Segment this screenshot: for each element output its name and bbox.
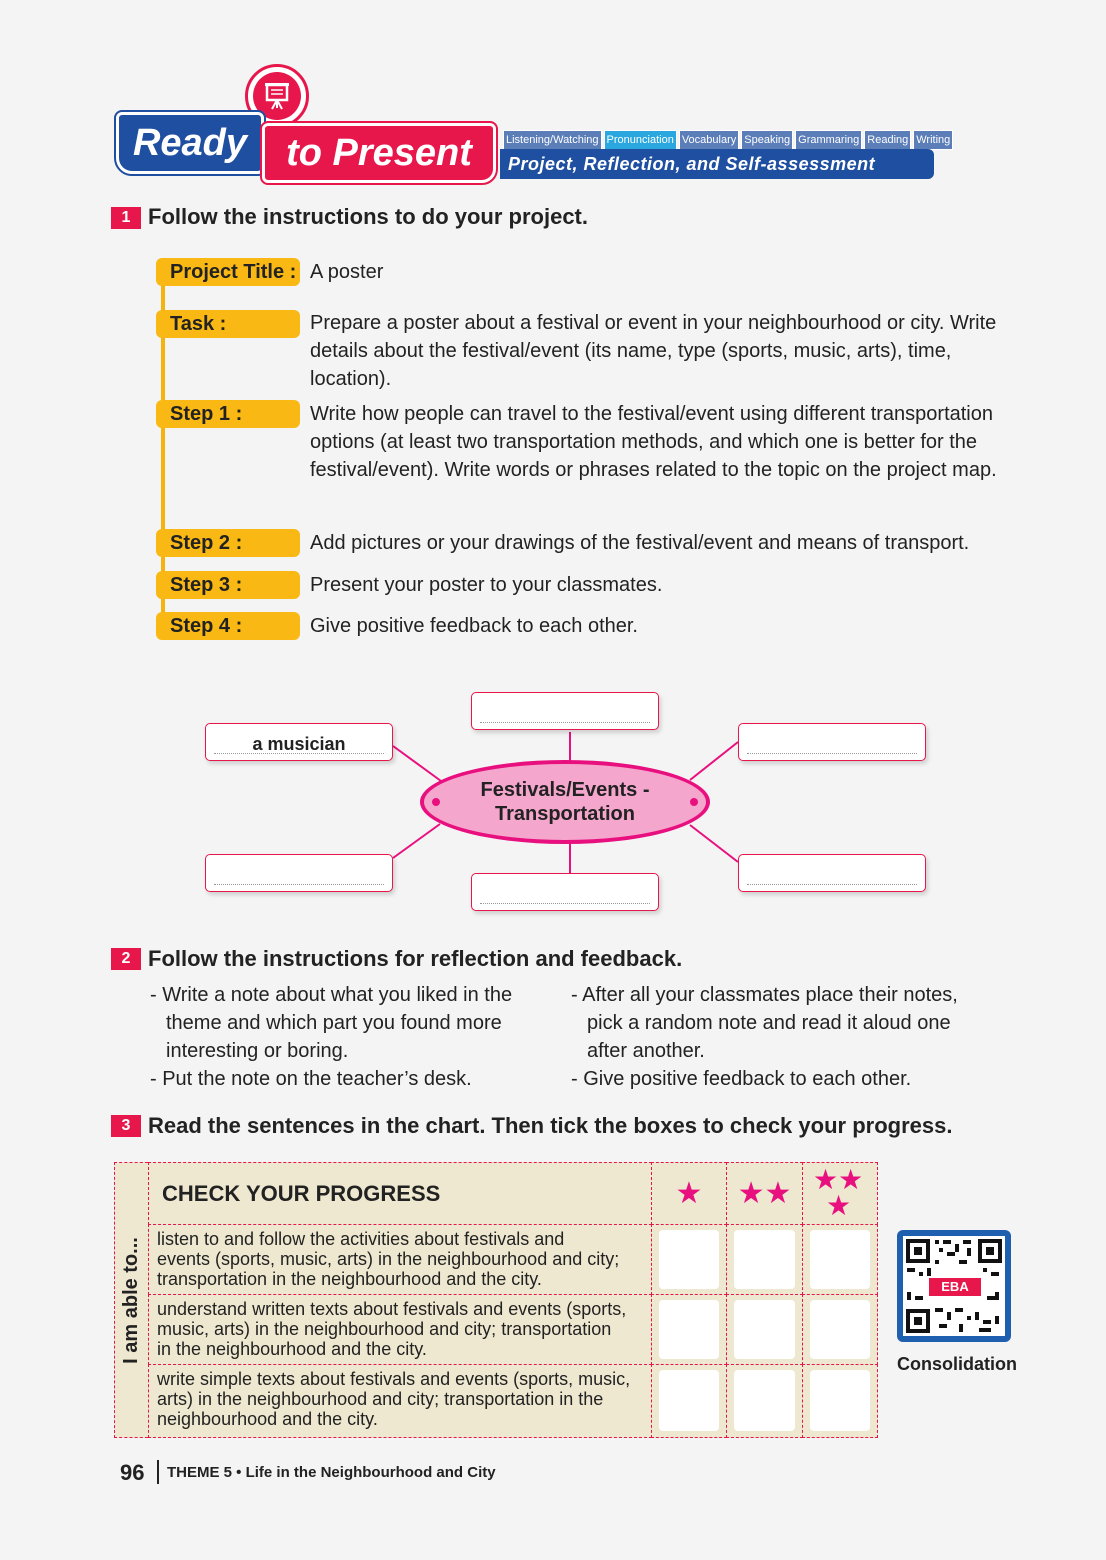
side-label-text: I am able to... — [119, 1236, 142, 1364]
page-number: 96 — [120, 1460, 145, 1485]
progress-row — [148, 1224, 652, 1295]
mindmap-box-example — [205, 723, 393, 761]
tick-cell — [726, 1294, 803, 1365]
mindmap-box-top-right[interactable] — [738, 723, 926, 761]
step-4-label: Step 4 : — [156, 612, 300, 640]
tick-box[interactable] — [734, 1370, 795, 1431]
mindmap-dot-left — [432, 798, 440, 806]
row-line: events (sports, music, arts) in the neighbourhood and city; — [157, 1249, 620, 1269]
row-line: music, arts) in the neighbourhood and city; transportation — [157, 1319, 612, 1339]
section-number: 3 — [111, 1115, 141, 1137]
step-2-text: Add pictures or your drawings of the festival/event and means of transport. — [310, 532, 970, 554]
skill-tab: Listening/Watching — [503, 130, 602, 150]
footer-theme: THEME 5 • Life in the Neighbourhood and City — [167, 1464, 496, 1481]
tick-cell — [726, 1364, 803, 1438]
qr-badge: EBA — [941, 1279, 969, 1294]
section-number: 1 — [111, 207, 141, 229]
row-line: neighbourhood and the city. — [157, 1409, 378, 1429]
tick-box[interactable] — [659, 1370, 719, 1431]
tick-box[interactable] — [734, 1230, 795, 1289]
progress-heading: CHECK YOUR PROGRESS — [162, 1181, 441, 1206]
row-line: write simple texts about festivals and events (sports, music, — [157, 1369, 631, 1389]
mindmap-center — [420, 760, 710, 844]
row-line: in the neighbourhood and the city. — [157, 1339, 427, 1359]
section-title: Follow the instructions to do your project. — [148, 204, 588, 229]
progress-row — [148, 1364, 652, 1438]
progress-side-label — [114, 1162, 148, 1438]
task-text: Prepare a poster about a festival or event in your neighbourhood or city. Write details about the festival/event (its name, type (sports, music, arts), time, location). — [310, 312, 997, 390]
mindmap-box-top[interactable] — [471, 692, 659, 730]
two-star-header — [726, 1162, 803, 1225]
tick-cell — [802, 1294, 878, 1365]
skill-tab-active: Pronunciation — [604, 130, 677, 150]
star-icon: ★★ — [813, 1164, 864, 1195]
row-line: listen to and follow the activities about festivals and — [157, 1229, 565, 1249]
progress-heading-cell — [148, 1162, 652, 1225]
star-icon: ★★ — [737, 1176, 792, 1210]
ready-label: Ready — [116, 112, 264, 174]
mindmap-box-bottom-right[interactable] — [738, 854, 926, 892]
tick-box[interactable] — [810, 1230, 870, 1289]
section-title: Follow the instructions for reflection and feedback. — [148, 946, 683, 971]
skill-tab: Vocabulary — [679, 130, 739, 150]
step-3-label: Step 3 : — [156, 571, 300, 599]
tick-box[interactable] — [659, 1230, 719, 1289]
three-star-header — [802, 1162, 878, 1225]
tick-box[interactable] — [734, 1300, 795, 1359]
tick-box[interactable] — [810, 1370, 870, 1431]
step-4-text: Give positive feedback to each other. — [310, 615, 638, 637]
skill-tab: Grammaring — [795, 130, 862, 150]
mindmap-dot-right — [690, 798, 698, 806]
tick-cell — [802, 1224, 878, 1295]
skill-tab: Writing — [913, 130, 953, 150]
project-title-text: A poster — [310, 261, 384, 283]
skill-tab: Speaking — [741, 130, 793, 150]
reflection-line: theme and which part you found more — [166, 1012, 502, 1034]
tick-box[interactable] — [810, 1300, 870, 1359]
reflection-line: - Give positive feedback to each other. — [571, 1068, 912, 1090]
section-title: Read the sentences in the chart. Then tick the boxes to check your progress. — [148, 1113, 953, 1138]
reflection-line: - Put the note on the teacher’s desk. — [150, 1068, 472, 1090]
star-icon: ★ — [675, 1176, 703, 1210]
section-number: 2 — [111, 948, 141, 970]
reflection-left — [150, 981, 550, 1093]
step-1-label: Step 1 : — [156, 400, 300, 428]
row-line: arts) in the neighbourhood and city; transportation in the — [157, 1389, 604, 1409]
progress-row — [148, 1294, 652, 1365]
reflection-line: - Write a note about what you liked in the — [150, 984, 513, 1006]
mindmap-box-bottom-left[interactable] — [205, 854, 393, 892]
qr-code[interactable] — [897, 1230, 1011, 1342]
task-label: Task : — [156, 310, 300, 338]
tick-box[interactable] — [659, 1300, 719, 1359]
mindmap-center-line1: Festivals/Events - — [480, 779, 650, 801]
reflection-line: pick a random note and read it aloud one — [587, 1012, 951, 1034]
project-title-label: Project Title : — [156, 258, 300, 286]
tick-cell — [651, 1224, 727, 1295]
qr-caption: Consolidation — [897, 1354, 1017, 1374]
star-icon: ★ — [826, 1190, 852, 1221]
header-subtitle: Project, Reflection, and Self-assessment — [500, 149, 934, 179]
skill-tab: Reading — [864, 130, 911, 150]
footer-separator — [157, 1460, 159, 1484]
tick-cell — [726, 1224, 803, 1295]
reflection-line: interesting or boring. — [166, 1040, 349, 1062]
reflection-line: after another. — [587, 1040, 705, 1062]
to-present-label: to Present — [262, 123, 496, 183]
one-star-header — [651, 1162, 727, 1225]
tick-cell — [802, 1364, 878, 1438]
row-line: transportation in the neighbourhood and the city. — [157, 1269, 542, 1289]
mindmap-center-line2: Transportation — [494, 803, 635, 825]
tick-cell — [651, 1294, 727, 1365]
reflection-right — [571, 981, 991, 1093]
mindmap-example-text: a musician — [252, 734, 346, 754]
step-2-label: Step 2 : — [156, 529, 300, 557]
tick-cell — [651, 1364, 727, 1438]
step-3-text: Present your poster to your classmates. — [310, 574, 663, 596]
reflection-line: - After all your classmates place their notes, — [571, 984, 958, 1006]
step-1-text: Write how people can travel to the festival/event using different transportation options (at least two transportation methods, and which one is better for the festival/event). Write words or phrases related to the topic on the project map. — [310, 403, 997, 481]
mindmap-box-bottom[interactable] — [471, 873, 659, 911]
row-line: understand written texts about festivals and events (sports, — [157, 1299, 627, 1319]
